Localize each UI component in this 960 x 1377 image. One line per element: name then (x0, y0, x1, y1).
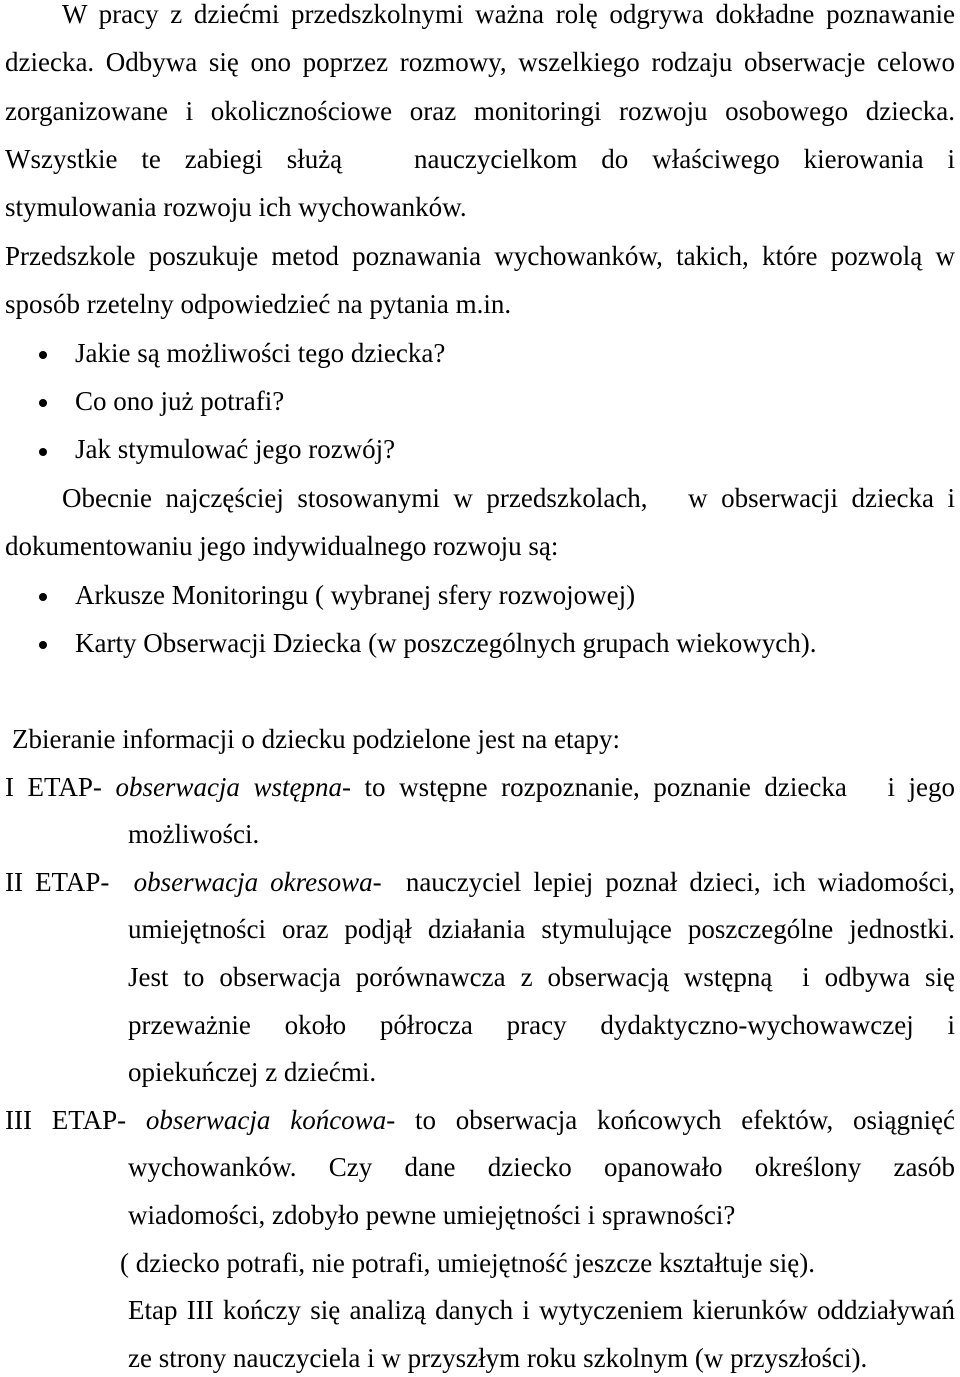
bullet-icon (39, 641, 47, 649)
stage-detail-line: możliwości. (128, 819, 260, 850)
stage-note: ( dziecko potrafi, nie potrafi, umiejętność jeszcze kształtuje się). (120, 1247, 815, 1278)
question-item (0, 329, 955, 377)
stage-name: obserwacja końcowa (145, 1104, 387, 1135)
stage-detail-line: wiadomości, zdobyło pewne umiejętności i sprawności? (128, 1199, 736, 1230)
stage-name: obserwacja okresowa (133, 866, 373, 897)
paragraph-line: W pracy z dziećmi przedszkolnymi ważna rolę odgrywa dokładne poznawanie (62, 0, 955, 29)
stage-detail-line: przeważnie około półrocza pracy dydaktyczno-wychowawczej i (128, 1009, 955, 1040)
document-body-stages (0, 716, 955, 1377)
question-item (0, 377, 955, 425)
stages-intro: Zbieranie informacji o dziecku podzielone jest na etapy: (12, 724, 621, 754)
stage-summary-line: ze strony nauczyciela i w przyszłym roku szkolnym (w przyszłości). (128, 1342, 868, 1373)
stage-detail-line: umiejętności oraz podjął działania stymulujące poszczególne jednostki. (128, 914, 955, 945)
stage-description: - to obserwacja końcowych efektów, osiągnięć (386, 1104, 956, 1135)
stage-name: obserwacja wstępna (115, 771, 342, 802)
paragraph-line: dziecka. Odbywa się ono poprzez rozmowy, wszelkiego rodzaju obserwacje celowo (5, 47, 955, 78)
paragraph-line: dokumentowaniu jego indywidualnego rozwoju są: (5, 531, 559, 562)
bullet-icon (39, 399, 47, 407)
stage-description: - to wstępne rozpoznanie, poznanie dziecka i jego (342, 771, 956, 802)
bullet-icon (39, 351, 47, 359)
question-text: Co ono już potrafi? (75, 386, 285, 417)
stage-heading (0, 1097, 955, 1145)
stage-detail-line: Jest to obserwacja porównawcza z obserwacją wstępną i odbywa się (128, 961, 955, 992)
tool-text: Karty Obserwacji Dziecka (w poszczególnych grupach wiekowych). (75, 628, 817, 659)
document-body-top (0, 0, 955, 667)
stage-summary-line: Etap III kończy się analizą danych i wytyczeniem kierunków oddziaływań (128, 1295, 955, 1326)
paragraph-line: sposób rzetelny odpowiedzieć na pytania m.in. (5, 289, 512, 320)
tool-item (0, 571, 955, 619)
paragraph-line: Przedszkole poszukuje metod poznawania wychowanków, takich, które pozwolą w (5, 240, 955, 271)
stage-label: I ETAP- (5, 771, 102, 802)
tool-text: Arkusze Monitoringu ( wybranej sfery rozwojowej) (75, 579, 636, 610)
stage-description: - nauczyciel lepiej poznał dzieci, ich wiadomości, (372, 866, 956, 897)
bullet-icon (39, 448, 47, 456)
question-text: Jak stymulować jego rozwój? (75, 434, 396, 465)
stage-label: III ETAP- (5, 1104, 127, 1135)
paragraph-line: stymulowania rozwoju ich wychowanków. (5, 192, 467, 223)
tool-item (0, 619, 955, 667)
bullet-icon (39, 593, 47, 601)
question-text: Jakie są możliwości tego dziecka? (75, 337, 446, 368)
paragraph-line: zorganizowane i okolicznościowe oraz monitoringi rozwoju osobowego dziecka. (5, 95, 955, 126)
stage-heading (0, 764, 955, 812)
paragraph-line: Wszystkie te zabiegi służą nauczycielkom do właściwego kierowania i (5, 144, 955, 174)
paragraph-line: Obecnie najczęściej stosowanymi w przedszkolach, w obserwacji dziecka i (62, 482, 955, 513)
question-item (0, 425, 955, 473)
stage-detail-line: wychowanków. Czy dane dziecko opanowało określony zasób (128, 1152, 955, 1183)
stage-heading (0, 859, 955, 907)
stage-detail-line: opiekuńczej z dziećmi. (128, 1057, 377, 1088)
stage-label: II ETAP- (5, 866, 110, 897)
